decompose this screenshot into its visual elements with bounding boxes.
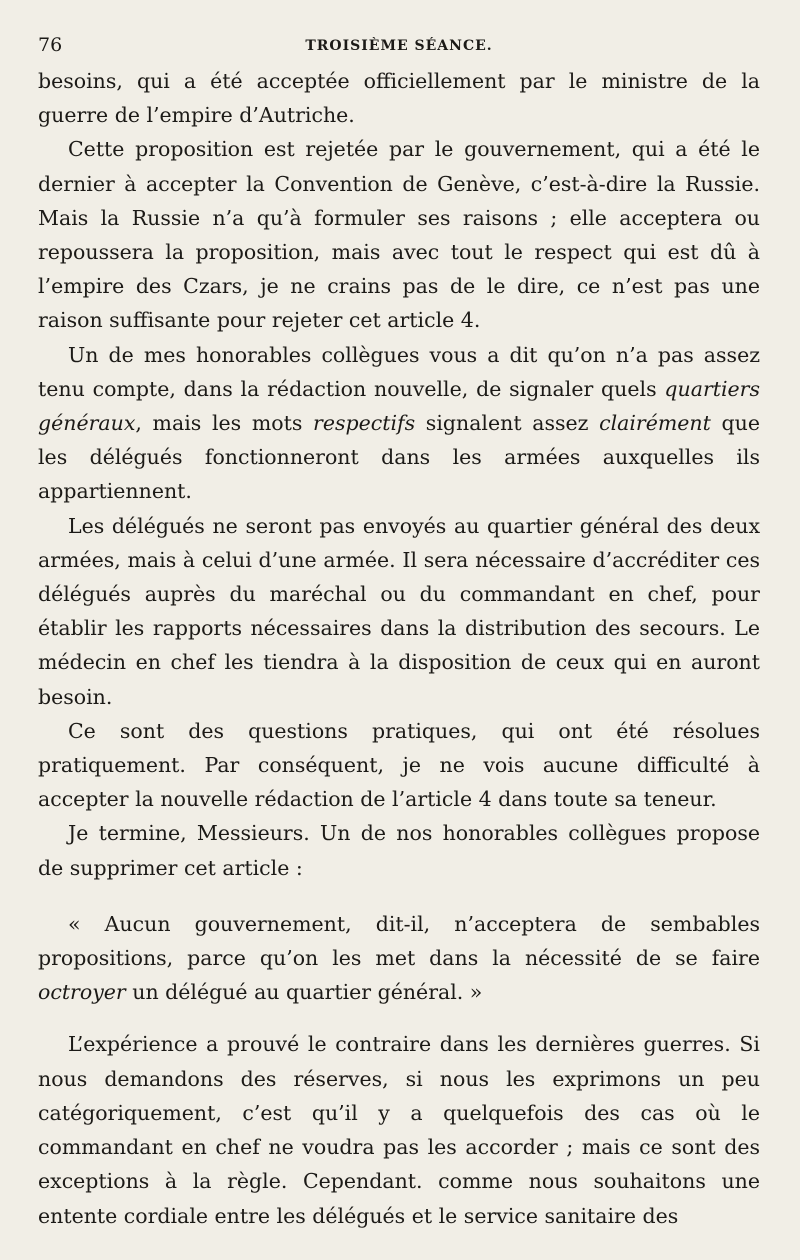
p3-text-e: signalent assez [415, 411, 600, 436]
paragraph-3 [38, 338, 760, 509]
p3-text-a: Un de mes honorables collègues vous a dit qu’on n’a pas assez tenu compte, dans la rédaction nouvelle, de signaler quels [38, 342, 760, 401]
quote-text-a: « Aucun gouvernement, dit-il, n’acceptera de sembables propositions, parce qu’on les met dans la nécessité de se faire [38, 911, 760, 971]
running-title: TROISIÈME SÉANCE. [305, 38, 493, 54]
paragraph-2: Cette proposition est rejetée par le gouvernement, qui a été le dernier à accepter la Convention de Genève, c’est-à-dire la Russie. Mais la Russie n’a qu’à formuler ses raisons ; elle acceptera ou repoussera la proposition, mais avec tout le respect qui est dû à l’empire des Czars, je ne crains pas de le dire, ce n’est pas une raison suffisante pour rejeter cet article 4. [38, 137, 760, 333]
page-number: 76 [38, 34, 63, 56]
paragraph-5: Ce sont des questions pratiques, qui ont été résolues pratiquement. Par conséquent, je ne vois aucune difficulté à accepter la nouvelle rédaction de l’article 4 dans toute sa teneur. [38, 718, 760, 812]
paragraph-4: Les délégués ne seront pas envoyés au quartier général des deux armées, mais à celui d’une armée. Il sera nécessaire d’accréditer ces délégués auprès du maréchal ou du commandant en chef, pour établir les rapports nécessaires dans la distribution des secours. Le médecin en chef les tiendra à la disposition de ceux qui en auront besoin. [38, 513, 760, 709]
page-header [38, 30, 760, 64]
paragraph-6: Je termine, Messieurs. Un de nos honorables collègues propose de supprimer cet article : [38, 821, 760, 880]
p3-text-g: que les délégués fonctionneront dans les armées auxquelles ils appartiennent. [38, 411, 760, 504]
p3-italic-respectifs: respectifs [313, 411, 416, 436]
paragraph-1: besoins, qui a été acceptée officiellement par le ministre de la guerre de l’empire d’Autriche. [38, 69, 760, 128]
paragraph-7: L’expérience a prouvé le contraire dans les dernières guerres. Si nous demandons des réserves, si nous les exprimons un peu catégoriquement, c’est qu’il y a quelquefois des cas où le commandant en chef ne voudra pas les accorder ; mais ce sont des exceptions à la règle. Cependant. comme nous souhaitons une entente cordiale entre les délégués et le service sanitaire des [38, 1032, 760, 1228]
quoted-passage [38, 907, 760, 1010]
quote-italic-octroyer: octroyer [38, 980, 126, 1005]
book-page [38, 30, 760, 1233]
p3-text-c: , mais les mots [135, 411, 314, 436]
page-body [38, 64, 760, 1233]
p3-italic-quartiers: quartiers généraux [38, 376, 760, 436]
p3-italic-clairement: clairément [599, 411, 711, 436]
quote-text-c: un délégué au quartier général. » [125, 980, 483, 1005]
